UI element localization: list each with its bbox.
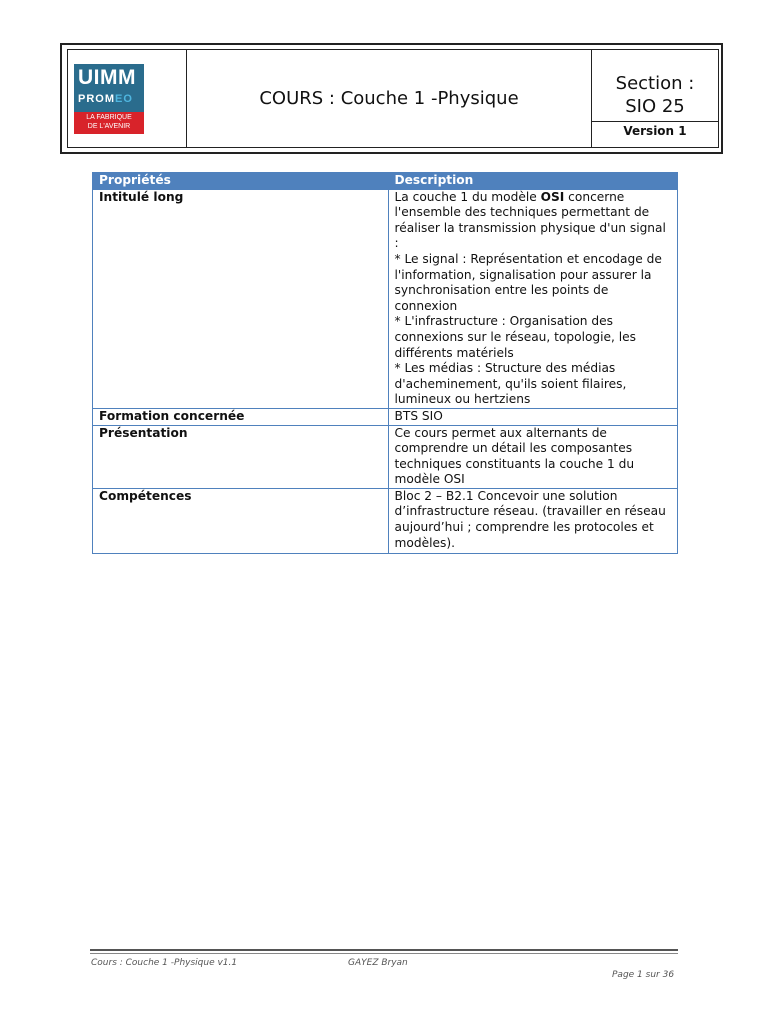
intro-paragraph: [395, 190, 671, 252]
table-header-row: [93, 173, 678, 190]
table-row: [93, 425, 678, 488]
logo-tagline-1: LA FABRIQUE: [86, 114, 132, 121]
table-row: [93, 189, 678, 408]
footer-rule-thin: [90, 953, 678, 954]
document-title: COURS : Couche 1 -Physique: [187, 50, 592, 147]
footer-page-number: Page 1 sur 36: [612, 970, 675, 980]
intro-text-bold: OSI: [540, 189, 565, 204]
intro-text-a: La couche 1 du modèle: [394, 189, 541, 204]
section-line-2: SIO 25: [625, 96, 685, 117]
section-line-1: Section :: [615, 73, 695, 94]
logo-red-block: [74, 112, 144, 134]
logo-tagline: [76, 113, 142, 131]
table-row: [93, 488, 678, 553]
row-value: Ce cours permet aux alternants de comprendre un détail les composantes techniques constituants la couche 1 du modèle OSI: [388, 425, 677, 488]
row-value: [388, 189, 677, 408]
header-grid: [67, 49, 719, 148]
section-cell: [592, 50, 718, 147]
logo-subbrand-a: PROM: [78, 93, 115, 105]
row-key: Présentation: [93, 425, 389, 488]
logo-brand: UIMM: [78, 66, 136, 89]
footer-author: GAYEZ Bryan: [348, 958, 408, 968]
logo-cell: [68, 50, 187, 147]
uimm-promeo-logo: [74, 64, 144, 134]
row-key: Formation concernée: [93, 408, 389, 425]
list-item: * Les médias : Structure des médias d'acheminement, qu'ils soient filaires, lumineux ou hertziens: [394, 361, 627, 407]
list-item: * Le signal : Représentation et encodage de l'information, signalisation pour assurer la synchronisation entre les points de connexion: [394, 251, 662, 313]
footer-rule-thick: [90, 949, 678, 951]
logo-blue-block: [74, 64, 144, 112]
logo-subbrand: [78, 93, 133, 105]
section-label: [592, 72, 718, 118]
list-item: * L'infrastructure : Organisation des connexions sur le réseau, topologie, les différents matériels: [394, 314, 637, 360]
document-header: [60, 43, 723, 154]
row-value: Bloc 2 – B2.1 Concevoir une solution d’infrastructure réseau. (travailler en réseau aujourd’hui ; comprendre les protocoles et modèles).: [388, 488, 677, 553]
footer-doc-name: Cours : Couche 1 -Physique v1.1: [91, 958, 238, 968]
column-header-description: Description: [388, 173, 677, 190]
row-key: Compétences: [93, 488, 389, 553]
table-row: [93, 408, 678, 425]
logo-tagline-2: DE L'AVENIR: [87, 123, 131, 130]
version-divider: [592, 121, 718, 122]
properties-table: [92, 172, 678, 554]
version-label: Version 1: [623, 124, 687, 138]
row-key: Intitulé long: [93, 189, 389, 408]
intro-text-b: concerne l'ensemble des techniques permettant de réaliser la transmission physique d'un signal :: [394, 189, 666, 251]
logo-subbrand-b: EO: [115, 93, 133, 105]
column-header-properties: Propriétés: [93, 173, 389, 190]
row-value: BTS SIO: [388, 408, 677, 425]
